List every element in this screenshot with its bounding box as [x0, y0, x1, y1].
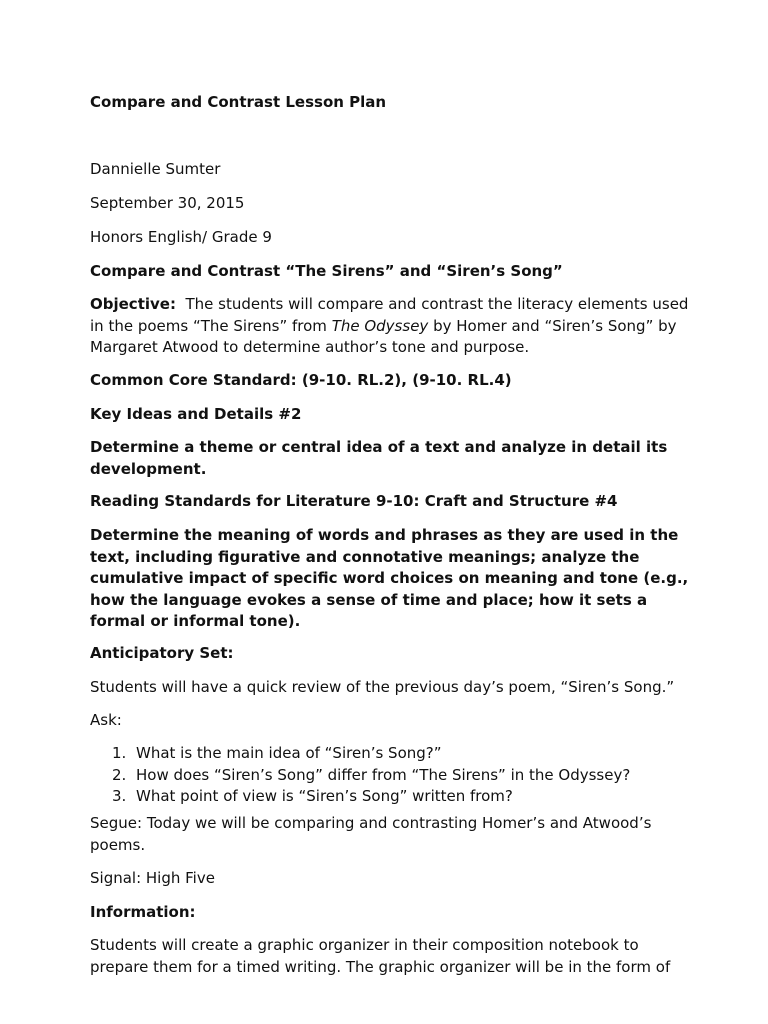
lesson-subtitle: Compare and Contrast “The Sirens” and “Siren’s Song”: [90, 262, 563, 280]
question-text: How does “Siren’s Song” differ from “The Sirens” in the Odyssey?: [136, 765, 631, 784]
course-name: Honors English/ Grade 9: [90, 228, 272, 246]
common-core-heading: Common Core Standard: (9-10. RL.2), (9-10. RL.4): [90, 371, 512, 389]
reading-standards-heading: Reading Standards for Literature 9-10: Craft and Structure #4: [90, 492, 618, 510]
objective-label: Objective:: [90, 295, 176, 313]
list-item: [90, 765, 690, 787]
signal-text: Signal: High Five: [90, 869, 215, 887]
objective-italic-title: The Odyssey: [331, 316, 429, 335]
key-ideas-text: Determine a theme or central idea of a text and analyze in detail its development.: [90, 438, 668, 478]
objective-text-before: The students will compare and contrast the literacy elements used in the poems “The Sirens” from: [90, 295, 689, 335]
objective-paragraph: [90, 294, 690, 359]
document-title: Compare and Contrast Lesson Plan: [90, 93, 387, 111]
list-item: [90, 786, 690, 808]
key-ideas-heading: Key Ideas and Details #2: [90, 405, 302, 423]
lesson-date: September 30, 2015: [90, 194, 245, 212]
list-item: [90, 743, 690, 765]
reading-standards-text: Determine the meaning of words and phrases as they are used in the text, including figurative and connotative meanings; analyze the cumulative impact of specific word choices on meaning and tone (e.g., how the language evokes a sense of time and place; how it sets a formal or informal tone).: [90, 526, 689, 630]
question-number: 2.: [112, 765, 127, 784]
segue-text: Segue: Today we will be comparing and contrasting Homer’s and Atwood’s poems.: [90, 814, 652, 854]
question-text: What is the main idea of “Siren’s Song?”: [136, 744, 442, 762]
question-list: [90, 743, 690, 808]
information-text: Students will create a graphic organizer in their composition notebook to prepare them for a timed writing. The graphic organizer will be in the form of: [90, 936, 671, 976]
information-heading: Information:: [90, 903, 196, 921]
question-text: What point of view is “Siren’s Song” written from?: [136, 787, 513, 805]
question-number: 3.: [112, 787, 127, 805]
ask-label: Ask:: [90, 711, 122, 729]
author-name: Dannielle Sumter: [90, 160, 221, 178]
anticipatory-set-text: Students will have a quick review of the previous day’s poem, “Siren’s Song.”: [90, 678, 675, 696]
question-number: 1.: [112, 744, 127, 762]
anticipatory-set-heading: Anticipatory Set:: [90, 644, 234, 662]
objective-text-after: by Homer and “Siren’s Song” by Margaret Atwood to determine author’s tone and purpose.: [90, 316, 677, 356]
